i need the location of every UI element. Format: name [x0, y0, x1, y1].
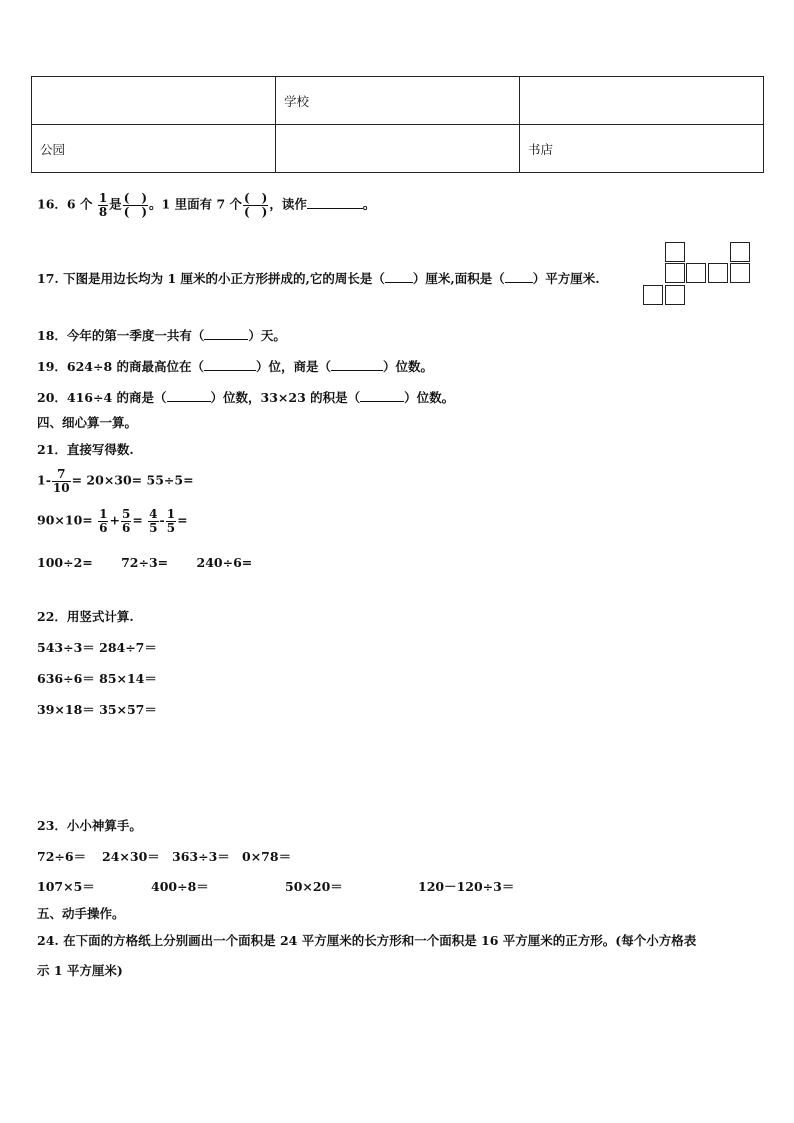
square-figure — [643, 242, 753, 308]
denominator: 5 — [166, 520, 176, 535]
q18-text1: 18．今年的第一季度一共有（ — [37, 328, 205, 343]
q22-line: 636÷6＝ 85×14＝ — [37, 671, 157, 686]
question-24-line2: 示 1 平方厘米) — [37, 963, 123, 978]
expr-text: 90×10= — [37, 512, 93, 528]
question-21-title: 21．直接写得数. — [37, 442, 134, 457]
q16-is: 是 — [109, 196, 122, 212]
q23-expr: 120－120÷3＝ — [418, 879, 515, 894]
table-cell — [32, 77, 276, 125]
q17-text2: ）厘米,面积是（ — [412, 271, 505, 286]
question-19 — [37, 357, 433, 375]
table-cell — [520, 77, 764, 125]
expr-text: 100÷2= — [37, 555, 93, 570]
answer-blank[interactable] — [360, 389, 404, 402]
answer-blank[interactable] — [505, 270, 533, 283]
numerator: 1 — [99, 507, 108, 521]
denominator: 10 — [52, 480, 70, 495]
q23-expr: 72÷6＝ — [37, 849, 87, 864]
question-23-title: 23．小小神算手。 — [37, 818, 142, 833]
operator: - — [159, 512, 165, 528]
q21-line3 — [37, 555, 252, 570]
expr-text: 1- — [37, 472, 51, 488]
numerator: 1 — [98, 191, 108, 205]
q22-line: 39×18＝ 35×57＝ — [37, 702, 157, 717]
numerator: 1 — [166, 507, 176, 521]
q20-text1: 20．416÷4 的商是（ — [37, 390, 167, 405]
q16-end: 。 — [362, 196, 376, 212]
numerator: ( ) — [123, 191, 148, 205]
fraction — [52, 468, 71, 494]
answer-blank[interactable] — [307, 196, 363, 209]
q23-expr: 24×30＝ — [102, 849, 160, 864]
denominator: ( ) — [123, 204, 148, 219]
q20-text2: ）位数，33×23 的积是（ — [210, 390, 361, 405]
location-table — [31, 76, 764, 173]
q17-text1: 17. 下图是用边长均为 1 厘米的小正方形拼成的,它的周长是（ — [37, 271, 385, 286]
q16-mid: 。1 里面有 7 个 — [149, 196, 242, 212]
fraction — [166, 508, 176, 534]
table-row — [32, 77, 764, 125]
numerator: 7 — [57, 467, 66, 481]
fraction — [243, 192, 268, 218]
q17-text3: ）平方厘米. — [532, 271, 600, 286]
q21-line2 — [37, 508, 188, 534]
operator: = — [177, 512, 188, 528]
fraction — [98, 192, 108, 218]
fraction — [121, 508, 131, 534]
operator: = — [132, 512, 143, 528]
denominator: 6 — [99, 520, 108, 535]
grid-square — [686, 263, 706, 283]
table-cell: 公园 — [32, 125, 276, 173]
numerator: ( ) — [244, 191, 268, 205]
question-20 — [37, 388, 454, 406]
answer-blank[interactable] — [204, 327, 248, 340]
question-17 — [37, 269, 600, 287]
q21-line1 — [37, 468, 194, 494]
q19-text1: 19．624÷8 的商最高位在（ — [37, 359, 205, 374]
q23-expr: 363÷3＝ — [172, 849, 230, 864]
q16-prefix: 16．6 个 — [37, 196, 93, 212]
fraction — [123, 192, 148, 218]
answer-blank[interactable] — [331, 358, 383, 371]
q23-expr: 107×5＝ — [37, 879, 95, 894]
fraction — [148, 508, 158, 534]
numerator: 4 — [149, 507, 158, 521]
fraction — [98, 508, 108, 534]
answer-blank[interactable] — [385, 270, 413, 283]
grid-square — [665, 263, 685, 283]
section-4-heading: 四、细心算一算。 — [37, 415, 138, 430]
expr-text: = 20×30= 55÷5= — [71, 472, 194, 488]
denominator: 6 — [121, 520, 131, 535]
question-24-line1: 24. 在下面的方格纸上分别画出一个面积是 24 平方厘米的长方形和一个面积是 16 平方厘米的正方形。(每个小方格表 — [37, 933, 697, 948]
q22-line: 543÷3＝ 284÷7＝ — [37, 640, 157, 655]
question-18 — [37, 326, 286, 344]
section-5-heading: 五、动手操作。 — [37, 906, 125, 921]
table-cell — [276, 125, 520, 173]
grid-square — [643, 285, 663, 305]
q20-text3: ）位数。 — [404, 390, 455, 405]
denominator: 5 — [149, 520, 158, 535]
q23-expr: 50×20＝ — [285, 879, 343, 894]
table-cell: 学校 — [276, 77, 520, 125]
grid-square — [708, 263, 728, 283]
q18-text2: ）天。 — [248, 328, 286, 343]
denominator: ( ) — [244, 204, 268, 219]
numerator: 5 — [121, 507, 131, 521]
answer-blank[interactable] — [167, 389, 211, 402]
q16-suffix: ，读作 — [269, 196, 307, 212]
answer-blank[interactable] — [204, 358, 256, 371]
question-16 — [37, 192, 375, 218]
expr-text: 72÷3= — [121, 555, 169, 570]
grid-square — [665, 242, 685, 262]
q19-text2: ）位，商是（ — [256, 359, 332, 374]
grid-square — [730, 242, 750, 262]
denominator: 8 — [98, 204, 108, 219]
table-cell: 书店 — [520, 125, 764, 173]
expr-text: 240÷6= — [196, 555, 253, 570]
operator: + — [109, 512, 120, 528]
q19-text3: ）位数。 — [383, 359, 434, 374]
grid-square — [665, 285, 685, 305]
table-row — [32, 125, 764, 173]
q23-expr: 0×78＝ — [242, 849, 292, 864]
question-22-title: 22．用竖式计算. — [37, 609, 134, 624]
q23-expr: 400÷8＝ — [151, 879, 209, 894]
grid-square — [730, 263, 750, 283]
